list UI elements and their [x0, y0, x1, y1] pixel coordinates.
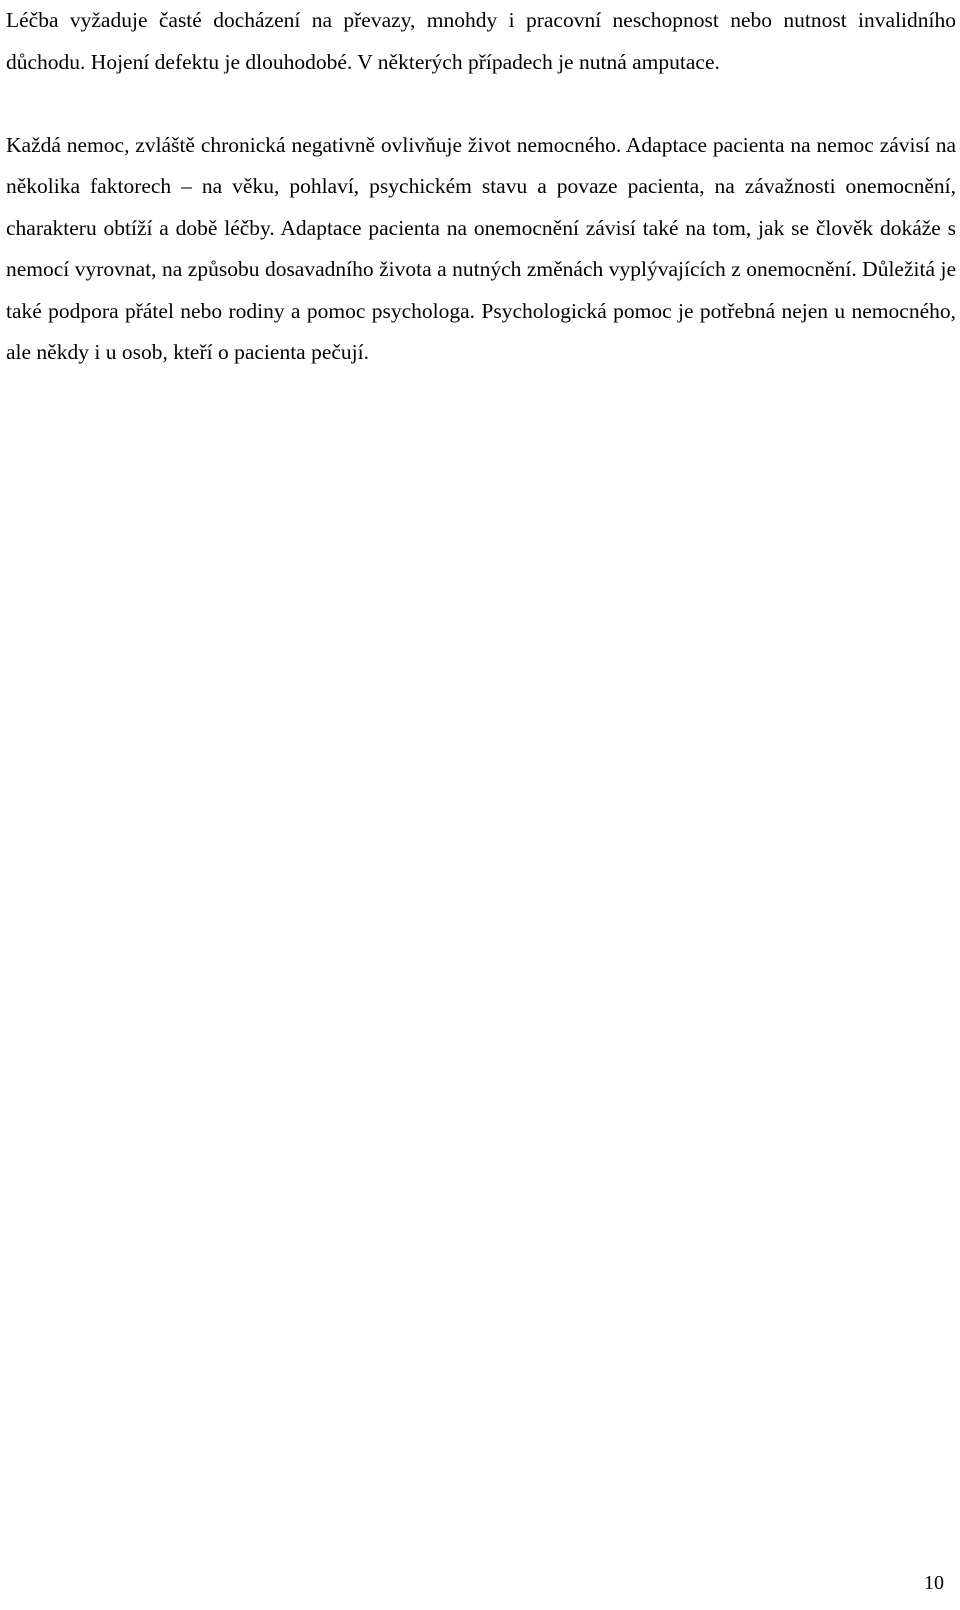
page-content	[6, 0, 956, 374]
paragraph-treatment: Léčba vyžaduje časté docházení na převazy, mnohdy i pracovní neschopnost nebo nutnost invalidního důchodu. Hojení defektu je dlouhodobé. V některých případech je nutná amputace.	[6, 8, 956, 74]
paragraph-adaptation: Každá nemoc, zvláště chronická negativně ovlivňuje život nemocného. Adaptace pacienta na nemoc závisí na několika faktorech – na věku, pohlaví, psychickém stavu a povaze pacienta, na závažnosti onemocnění, charakteru obtíží a době léčby. Adaptace pacienta na onemocnění závisí také na tom, jak se člověk dokáže s nemocí vyrovnat, na způsobu dosavadního života a nutných změnách vyplývajících z onemocnění. Důležitá je také podpora přátel nebo rodiny a pomoc psychologa. Psychologická pomoc je potřebná nejen u nemocného, ale někdy i u osob, kteří o pacienta pečují.	[6, 132, 956, 364]
page-number: 10	[924, 1572, 944, 1594]
